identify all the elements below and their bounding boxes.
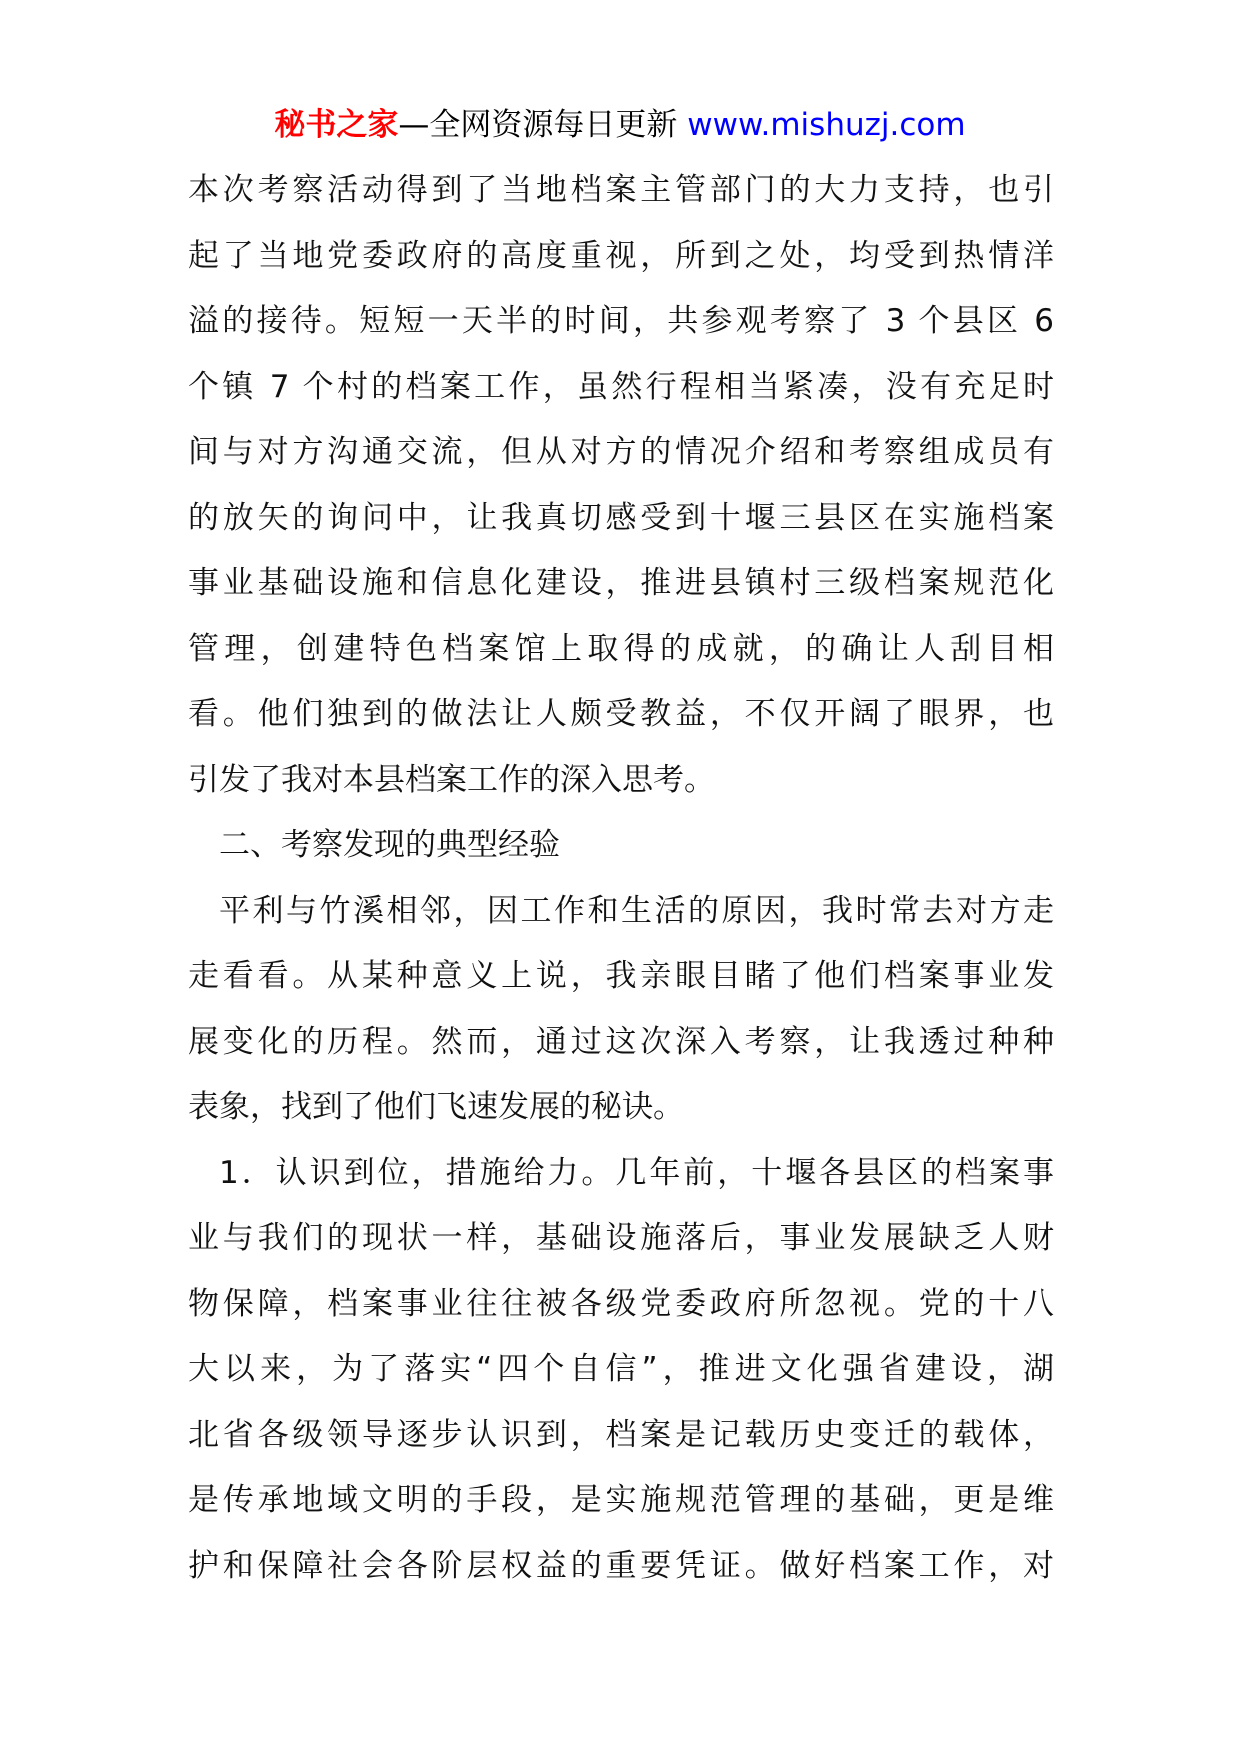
text-line: 物保障，档案事业往往被各级党委政府所忽视。党的十八 — [188, 1285, 1054, 1322]
text-line: 北省各级领导逐步认识到，档案是记载历史变迁的载体， — [188, 1416, 1054, 1453]
text-line: 业与我们的现状一样，基础设施落后，事业发展缺乏人财 — [188, 1220, 1054, 1256]
text-line: 平利与竹溪相邻，因工作和生活的原因，我时常去对方走 — [219, 892, 1054, 929]
text-line: 大以来，为了落实“四个自信”，推进文化强省建设，湖 — [188, 1351, 1054, 1387]
text-line: 引发了我对本县档案工作的深入思考。 — [188, 761, 715, 798]
text-line: 间与对方沟通交流，但从对方的情况介绍和考察组成员有 — [188, 434, 1054, 470]
header-tagline: —全网资源每日更新 — [398, 107, 678, 143]
text-line: 看。他们独到的做法让人颇受教益，不仅开阔了眼界，也 — [188, 696, 1054, 732]
text-line: 事业基础设施和信息化建设，推进县镇村三级档案规范化 — [188, 565, 1054, 601]
text-line: 管理，创建特色档案馆上取得的成就，的确让人刮目相 — [188, 630, 1054, 667]
text-line: 的放矢的询问中，让我真切感受到十堰三县区在实施档案 — [188, 499, 1054, 536]
brand-name: 秘书之家 — [274, 107, 399, 143]
text-line: 起了当地党委政府的高度重视，所到之处，均受到热情洋 — [188, 237, 1054, 274]
body-text — [188, 158, 1054, 1599]
text-line: 表象，找到了他们飞速发展的秘诀。 — [188, 1089, 684, 1125]
text-line: 溢的接待。短短一天半的时间，共参观考察了 3 个县区 6 — [188, 303, 1054, 339]
website-link[interactable]: www.mishuzj.com — [687, 107, 966, 143]
text-line: 展变化的历程。然而，通过这次深入考察，让我透过种种 — [188, 1023, 1054, 1060]
text-line: 护和保障社会各阶层权益的重要凭证。做好档案工作，对 — [188, 1547, 1054, 1584]
text-line: 是传承地域文明的手段，是实施规范管理的基础，更是维 — [188, 1482, 1054, 1518]
text-line: 1．认识到位，措施给力。几年前，十堰各县区的档案事 — [219, 1154, 1054, 1191]
page-header — [0, 102, 1240, 148]
text-line: 走看看。从某种意义上说，我亲眼目睹了他们档案事业发 — [188, 958, 1054, 994]
text-line: 个镇 7 个村的档案工作，虽然行程相当紧凑，没有充足时 — [188, 368, 1054, 405]
text-line: 二、考察发现的典型经验 — [219, 827, 560, 863]
text-line: 本次考察活动得到了当地档案主管部门的大力支持，也引 — [188, 172, 1054, 208]
